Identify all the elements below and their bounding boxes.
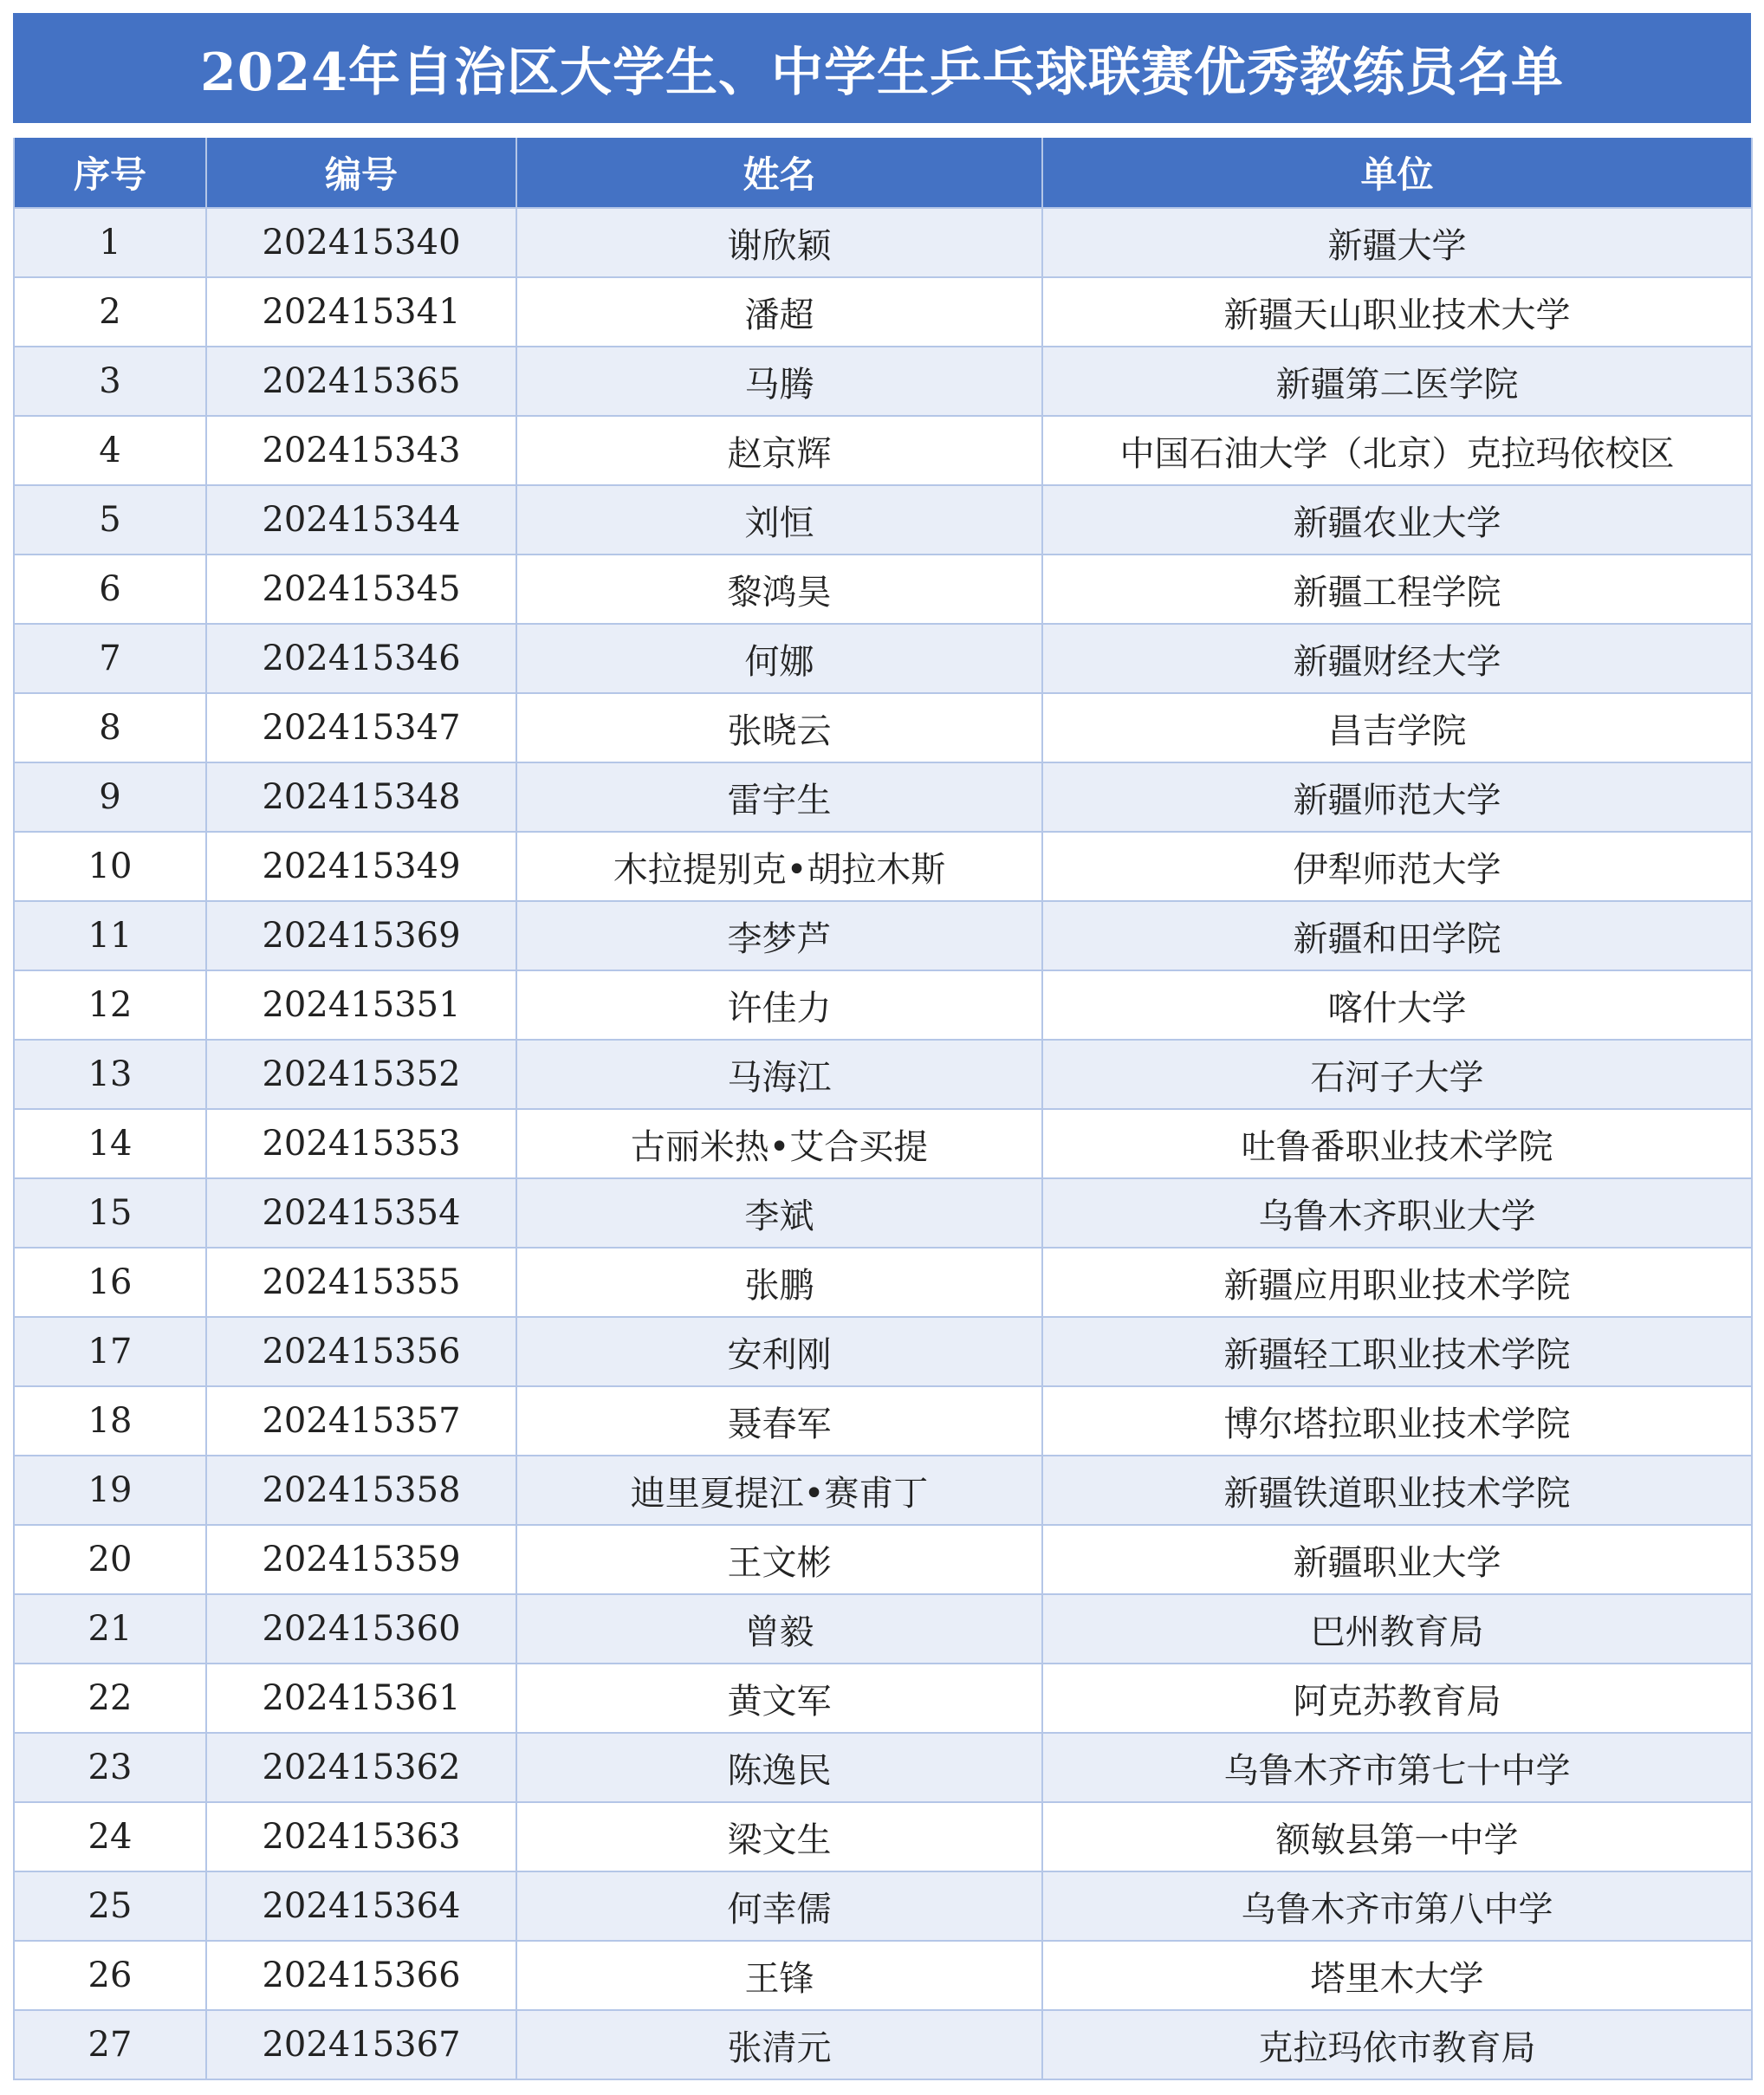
- cell-name: 黄文军: [516, 1664, 1042, 1733]
- column-header-index: 序号: [14, 138, 206, 208]
- table-row: [14, 762, 1752, 832]
- cell-unit: 喀什大学: [1042, 970, 1752, 1040]
- cell-unit: 新疆大学: [1042, 208, 1752, 277]
- table-row: [14, 1594, 1752, 1664]
- table-row: [14, 1386, 1752, 1456]
- cell-id: 202415343: [206, 416, 516, 485]
- cell-name: 潘超: [516, 277, 1042, 347]
- column-header-unit: 单位: [1042, 138, 1752, 208]
- table-row: [14, 1664, 1752, 1733]
- table-row: [14, 693, 1752, 762]
- cell-index: 5: [14, 485, 206, 555]
- cell-unit: 克拉玛依市教育局: [1042, 2010, 1752, 2079]
- cell-name: 雷宇生: [516, 762, 1042, 832]
- cell-name: 曾毅: [516, 1594, 1042, 1664]
- table-header-row: [14, 138, 1752, 208]
- cell-id: 202415351: [206, 970, 516, 1040]
- table-row: [14, 485, 1752, 555]
- cell-unit: 伊犁师范大学: [1042, 832, 1752, 901]
- cell-unit: 新疆师范大学: [1042, 762, 1752, 832]
- cell-unit: 新疆职业大学: [1042, 1525, 1752, 1594]
- cell-id: 202415344: [206, 485, 516, 555]
- cell-index: 6: [14, 555, 206, 624]
- cell-id: 202415346: [206, 624, 516, 693]
- cell-name: 迪里夏提江•赛甫丁: [516, 1456, 1042, 1525]
- cell-id: 202415349: [206, 832, 516, 901]
- cell-index: 26: [14, 1941, 206, 2010]
- table-row: [14, 832, 1752, 901]
- cell-unit: 乌鲁木齐市第八中学: [1042, 1871, 1752, 1941]
- column-header-id: 编号: [206, 138, 516, 208]
- table-row: [14, 416, 1752, 485]
- cell-name: 张清元: [516, 2010, 1042, 2079]
- cell-unit: 新疆铁道职业技术学院: [1042, 1456, 1752, 1525]
- cell-id: 202415369: [206, 901, 516, 970]
- cell-id: 202415358: [206, 1456, 516, 1525]
- cell-index: 10: [14, 832, 206, 901]
- cell-id: 202415359: [206, 1525, 516, 1594]
- cell-id: 202415354: [206, 1178, 516, 1248]
- coach-list-sheet: [13, 13, 1751, 2080]
- table-row: [14, 277, 1752, 347]
- cell-id: 202415362: [206, 1733, 516, 1802]
- cell-name: 李斌: [516, 1178, 1042, 1248]
- table-row: [14, 1109, 1752, 1178]
- cell-index: 16: [14, 1248, 206, 1317]
- cell-index: 27: [14, 2010, 206, 2079]
- cell-id: 202415355: [206, 1248, 516, 1317]
- cell-name: 王锋: [516, 1941, 1042, 2010]
- cell-unit: 阿克苏教育局: [1042, 1664, 1752, 1733]
- cell-id: 202415340: [206, 208, 516, 277]
- cell-unit: 新疆天山职业技术大学: [1042, 277, 1752, 347]
- cell-unit: 新疆工程学院: [1042, 555, 1752, 624]
- cell-name: 谢欣颖: [516, 208, 1042, 277]
- cell-index: 13: [14, 1040, 206, 1109]
- table-row: [14, 1178, 1752, 1248]
- cell-unit: 乌鲁木齐职业大学: [1042, 1178, 1752, 1248]
- cell-unit: 石河子大学: [1042, 1040, 1752, 1109]
- cell-unit: 额敏县第一中学: [1042, 1802, 1752, 1871]
- coach-table: [13, 138, 1753, 2080]
- cell-id: 202415341: [206, 277, 516, 347]
- cell-index: 2: [14, 277, 206, 347]
- cell-unit: 新疆应用职业技术学院: [1042, 1248, 1752, 1317]
- cell-id: 202415363: [206, 1802, 516, 1871]
- cell-unit: 新疆农业大学: [1042, 485, 1752, 555]
- cell-id: 202415366: [206, 1941, 516, 2010]
- column-header-name: 姓名: [516, 138, 1042, 208]
- cell-unit: 中国石油大学（北京）克拉玛依校区: [1042, 416, 1752, 485]
- cell-id: 202415365: [206, 347, 516, 416]
- cell-id: 202415353: [206, 1109, 516, 1178]
- cell-name: 王文彬: [516, 1525, 1042, 1594]
- cell-name: 许佳力: [516, 970, 1042, 1040]
- cell-index: 7: [14, 624, 206, 693]
- cell-name: 梁文生: [516, 1802, 1042, 1871]
- cell-index: 11: [14, 901, 206, 970]
- table-row: [14, 901, 1752, 970]
- cell-unit: 博尔塔拉职业技术学院: [1042, 1386, 1752, 1456]
- cell-index: 24: [14, 1802, 206, 1871]
- cell-index: 23: [14, 1733, 206, 1802]
- cell-id: 202415352: [206, 1040, 516, 1109]
- table-row: [14, 1525, 1752, 1594]
- cell-name: 安利刚: [516, 1317, 1042, 1386]
- cell-name: 张鹏: [516, 1248, 1042, 1317]
- cell-index: 22: [14, 1664, 206, 1733]
- cell-name: 木拉提别克•胡拉木斯: [516, 832, 1042, 901]
- table-row: [14, 2010, 1752, 2079]
- cell-index: 12: [14, 970, 206, 1040]
- title-gap: [13, 123, 1751, 138]
- table-row: [14, 1802, 1752, 1871]
- cell-name: 李梦芦: [516, 901, 1042, 970]
- cell-unit: 塔里木大学: [1042, 1941, 1752, 2010]
- cell-index: 8: [14, 693, 206, 762]
- cell-name: 何幸儒: [516, 1871, 1042, 1941]
- cell-index: 20: [14, 1525, 206, 1594]
- cell-unit: 新疆财经大学: [1042, 624, 1752, 693]
- cell-name: 黎鸿昊: [516, 555, 1042, 624]
- cell-unit: 乌鲁木齐市第七十中学: [1042, 1733, 1752, 1802]
- cell-id: 202415348: [206, 762, 516, 832]
- cell-unit: 新疆和田学院: [1042, 901, 1752, 970]
- cell-name: 马海江: [516, 1040, 1042, 1109]
- cell-index: 4: [14, 416, 206, 485]
- cell-id: 202415356: [206, 1317, 516, 1386]
- table-row: [14, 1456, 1752, 1525]
- cell-id: 202415347: [206, 693, 516, 762]
- cell-name: 古丽米热•艾合买提: [516, 1109, 1042, 1178]
- cell-name: 何娜: [516, 624, 1042, 693]
- cell-unit: 吐鲁番职业技术学院: [1042, 1109, 1752, 1178]
- table-row: [14, 347, 1752, 416]
- table-row: [14, 1317, 1752, 1386]
- cell-name: 马腾: [516, 347, 1042, 416]
- cell-index: 9: [14, 762, 206, 832]
- cell-index: 19: [14, 1456, 206, 1525]
- cell-index: 17: [14, 1317, 206, 1386]
- cell-unit: 昌吉学院: [1042, 693, 1752, 762]
- cell-index: 18: [14, 1386, 206, 1456]
- table-row: [14, 555, 1752, 624]
- cell-id: 202415360: [206, 1594, 516, 1664]
- cell-id: 202415361: [206, 1664, 516, 1733]
- table-row: [14, 1248, 1752, 1317]
- cell-index: 25: [14, 1871, 206, 1941]
- cell-index: 14: [14, 1109, 206, 1178]
- cell-id: 202415345: [206, 555, 516, 624]
- cell-name: 张晓云: [516, 693, 1042, 762]
- cell-index: 21: [14, 1594, 206, 1664]
- cell-name: 聂春军: [516, 1386, 1042, 1456]
- table-row: [14, 1941, 1752, 2010]
- table-row: [14, 1040, 1752, 1109]
- cell-unit: 新疆轻工职业技术学院: [1042, 1317, 1752, 1386]
- table-row: [14, 970, 1752, 1040]
- cell-unit: 新疆第二医学院: [1042, 347, 1752, 416]
- cell-id: 202415367: [206, 2010, 516, 2079]
- table-row: [14, 1871, 1752, 1941]
- cell-unit: 巴州教育局: [1042, 1594, 1752, 1664]
- table-row: [14, 208, 1752, 277]
- cell-name: 陈逸民: [516, 1733, 1042, 1802]
- cell-name: 刘恒: [516, 485, 1042, 555]
- table-row: [14, 1733, 1752, 1802]
- cell-index: 3: [14, 347, 206, 416]
- table-body: [14, 208, 1752, 2079]
- cell-name: 赵京辉: [516, 416, 1042, 485]
- cell-id: 202415364: [206, 1871, 516, 1941]
- document-title: 2024年自治区大学生、中学生乒乓球联赛优秀教练员名单: [13, 13, 1751, 123]
- table-row: [14, 624, 1752, 693]
- cell-id: 202415357: [206, 1386, 516, 1456]
- cell-index: 1: [14, 208, 206, 277]
- cell-index: 15: [14, 1178, 206, 1248]
